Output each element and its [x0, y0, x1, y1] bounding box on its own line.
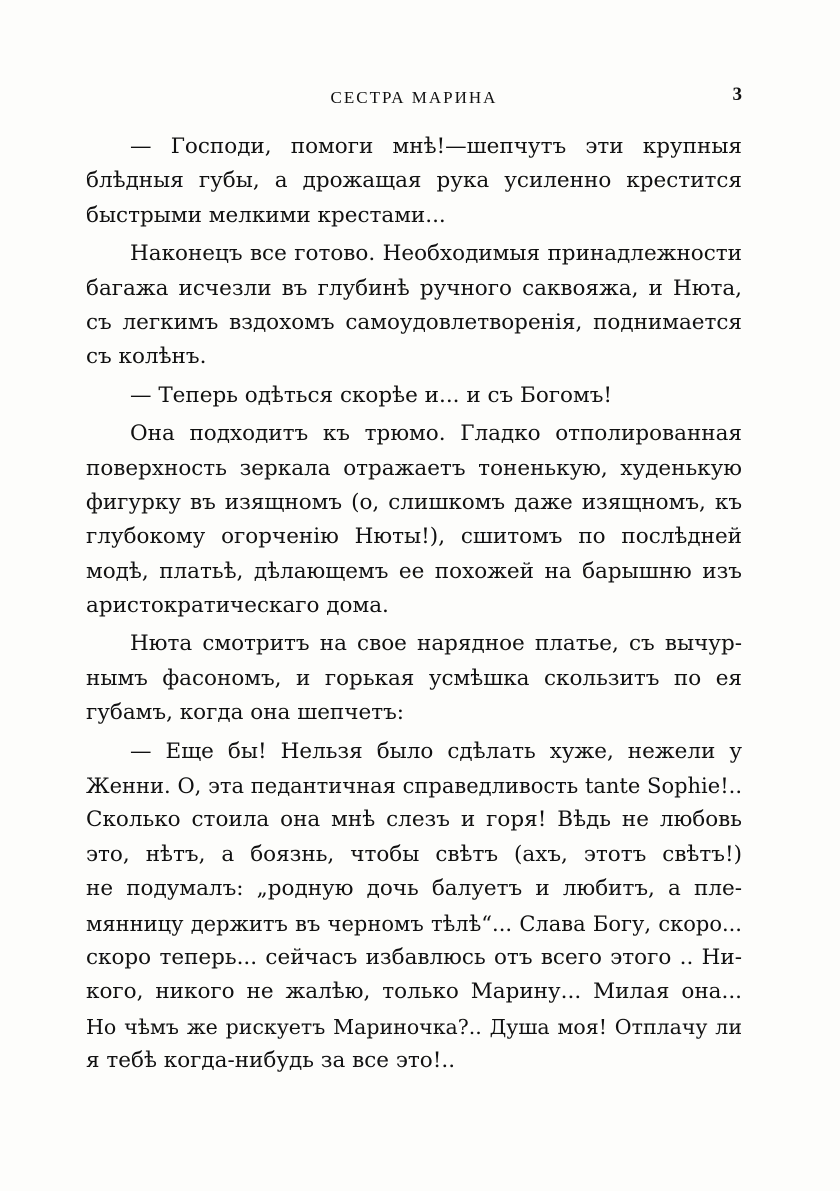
- text-line: — Еще бы! Нельзя было сдѣлать хуже, нежели у: [130, 738, 742, 764]
- running-header: [86, 84, 742, 108]
- text-line: Нюта смотритъ на свое нарядное платье, съ вычур-: [130, 631, 742, 657]
- text-line: багажа исчезли въ глубинѣ ручного саквояжа, и Нюта,: [86, 275, 742, 301]
- paragraph: [86, 379, 742, 413]
- text-line: Она подходитъ къ трюмо. Гладко отполированная: [130, 421, 742, 447]
- text-line: быстрыми мелкими крестами...: [86, 202, 446, 228]
- text-line: я тебѣ когда-нибудь за все это!..: [86, 1048, 456, 1074]
- text-line: модѣ, платьѣ, дѣлающемъ ее похожей на барышню изъ: [86, 558, 742, 584]
- text-line: глубокому огорченію Нюты!), сшитомъ по послѣдней: [86, 524, 742, 550]
- paragraph: [86, 735, 742, 1079]
- text-line: фигурку въ изящномъ (о, слишкомъ даже изящномъ, къ: [86, 489, 742, 515]
- text-line: — Теперь одѣться скорѣе и... и съ Богомъ!: [130, 382, 613, 408]
- text-line: поверхность зеркала отражаетъ тоненькую, худенькую: [86, 455, 742, 481]
- text-line: Но чѣмъ же рискуетъ Мариночка?.. Душа моя! Отплачу ли: [86, 1014, 742, 1039]
- text-line: Женни. О, эта педантичная справедливость tante Sophie!..: [86, 774, 742, 799]
- page-number: 3: [732, 84, 742, 105]
- paragraph: [86, 237, 742, 375]
- text-line: съ колѣнъ.: [86, 344, 207, 370]
- text-line: кого, никого не жалѣю, только Марину... Милая она...: [86, 979, 742, 1005]
- text-line: Наконецъ все готово. Необходимыя принадлежности: [130, 241, 742, 267]
- text-line: блѣдныя губы, а дрожащая рука усиленно крестится: [86, 168, 742, 194]
- text-line: губамъ, когда она шепчетъ:: [86, 700, 405, 726]
- text-line: не подумалъ: „родную дочь балуетъ и любитъ, а пле-: [86, 876, 742, 902]
- text-line: мянницу держитъ въ черномъ тѣлѣ“... Слава Богу, скоро...: [86, 911, 742, 936]
- body-text: [86, 130, 742, 1079]
- text-line: нымъ фасономъ, и горькая усмѣшка скользитъ по ея: [86, 665, 742, 691]
- text-line: съ легкимъ вздохомъ самоудовлетворенія, поднимается: [86, 309, 742, 335]
- text-line: это, нѣтъ, а боязнь, чтобы свѣтъ (ахъ, этотъ свѣтъ!): [86, 841, 742, 867]
- paragraph: [86, 417, 742, 623]
- text-line: аристократическаго дома.: [86, 593, 389, 619]
- paragraph: [86, 627, 742, 730]
- text-line: скоро теперь... сейчасъ избавлюсь отъ всего этого .. Ни-: [86, 944, 742, 970]
- running-title: СЕСТРА МАРИНА: [330, 88, 498, 107]
- paragraph: [86, 130, 742, 233]
- text-line: — Господи, помоги мнѣ!—шепчутъ эти крупныя: [130, 134, 742, 159]
- text-line: Сколько стоила она мнѣ слезъ и горя! Вѣдь не любовь: [86, 807, 742, 833]
